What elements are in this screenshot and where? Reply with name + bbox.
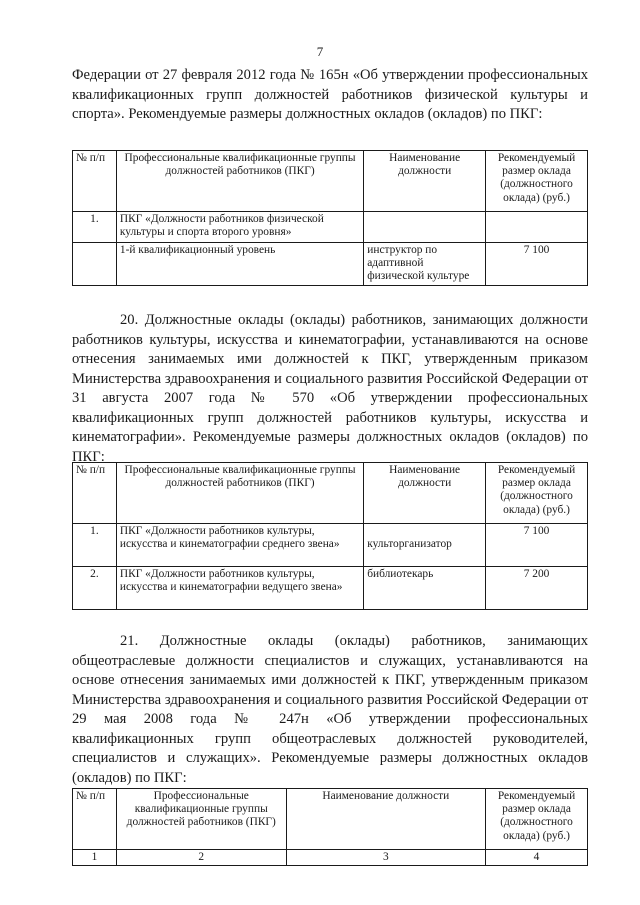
row-number: 1. <box>73 524 117 567</box>
row-group: ПКГ «Должности работников культуры, искусства и кинематографии среднего звена» <box>116 524 363 567</box>
paragraph-continuation: Федерации от 27 февраля 2012 года № 165н «Об утверждении профессиональных квалификационных групп должностей работников физической культуры и спорта». Рекомендуемые размеры должностных окладов (окладов) по ПКГ: <box>72 67 588 122</box>
header-number: № п/п <box>73 151 117 212</box>
table-header-row <box>73 463 588 524</box>
row-group: 1-й квалификационный уровень <box>116 243 363 286</box>
row-position <box>364 212 486 243</box>
row-group: ПКГ «Должности работников физической культуры и спорта второго уровня» <box>116 212 363 243</box>
row-number: 2. <box>73 567 117 610</box>
salary-table-general <box>72 788 588 866</box>
header-salary: Рекомендуемый размер оклада (должностного оклада) (руб.) <box>486 463 588 524</box>
row-salary: 7 100 <box>486 243 588 286</box>
header-group: Профессиональные квалификационные группы должностей работников (ПКГ) <box>116 151 363 212</box>
header-position: Наименование должности <box>364 463 486 524</box>
header-salary: Рекомендуемый размер оклада (должностного оклада) (руб.) <box>486 789 588 850</box>
paragraph-20: 20. Должностные оклады (оклады) работников, занимающих должности работников культуры, искусства и кинематографии, устанавливаются на основе отнесения занимаемых ими должностей к ПКГ, утвержденным приказом Министерства здравоохранения и социального развития Российской Федерации от 31 августа 2007 года № 570 «Об утверждении профессиональных квалификационных групп должностей работников культуры, искусства и кинематографии». Рекомендуемые размеры должностных окладов (окладов) по ПКГ: <box>72 312 588 465</box>
paragraph-21: 21. Должностные оклады (оклады) работников, занимающих общеотраслевые должности специалистов и служащих, устанавливаются на основе отнесения занимаемых ими должностей к ПКГ, утвержденным приказом Министерства здравоохранения и социального развития Российской Федерации от 29 мая 2008 года № 247н «Об утверждении профессиональных квалификационных групп общеотраслевых должностей руководителей, специалистов и служащих». Рекомендуемые размеры должностных окладов (окладов) по ПКГ: <box>72 633 588 786</box>
salary-table-sport <box>72 150 588 286</box>
column-numbering-row <box>73 850 588 866</box>
column-number-4: 4 <box>486 850 588 866</box>
column-number-1: 1 <box>73 850 117 866</box>
row-number <box>73 243 117 286</box>
row-salary <box>486 212 588 243</box>
row-number: 1. <box>73 212 117 243</box>
header-position: Наименование должности <box>286 789 485 850</box>
row-position: библиотекарь <box>364 567 486 610</box>
row-salary: 7 100 <box>486 524 588 567</box>
column-number-2: 2 <box>116 850 286 866</box>
table-header-row <box>73 789 588 850</box>
table-header-row <box>73 151 588 212</box>
table-row <box>73 243 588 286</box>
header-group: Профессиональные квалификационные группы должностей работников (ПКГ) <box>116 463 363 524</box>
page-number: 7 <box>316 44 324 59</box>
row-position: инструктор по адаптивной физической культуре <box>364 243 486 286</box>
header-position: Наименование должности <box>364 151 486 212</box>
table-row <box>73 567 588 610</box>
row-salary: 7 200 <box>486 567 588 610</box>
table-row <box>73 212 588 243</box>
row-group: ПКГ «Должности работников культуры, искусства и кинематографии ведущего звена» <box>116 567 363 610</box>
header-number: № п/п <box>73 789 117 850</box>
header-group: Профессиональные квалификационные группы должностей работников (ПКГ) <box>116 789 286 850</box>
column-number-3: 3 <box>286 850 485 866</box>
row-position: культорганизатор <box>364 524 486 567</box>
salary-table-culture <box>72 462 588 610</box>
header-number: № п/п <box>73 463 117 524</box>
header-salary: Рекомендуемый размер оклада (должностного оклада) (руб.) <box>486 151 588 212</box>
table-row <box>73 524 588 567</box>
